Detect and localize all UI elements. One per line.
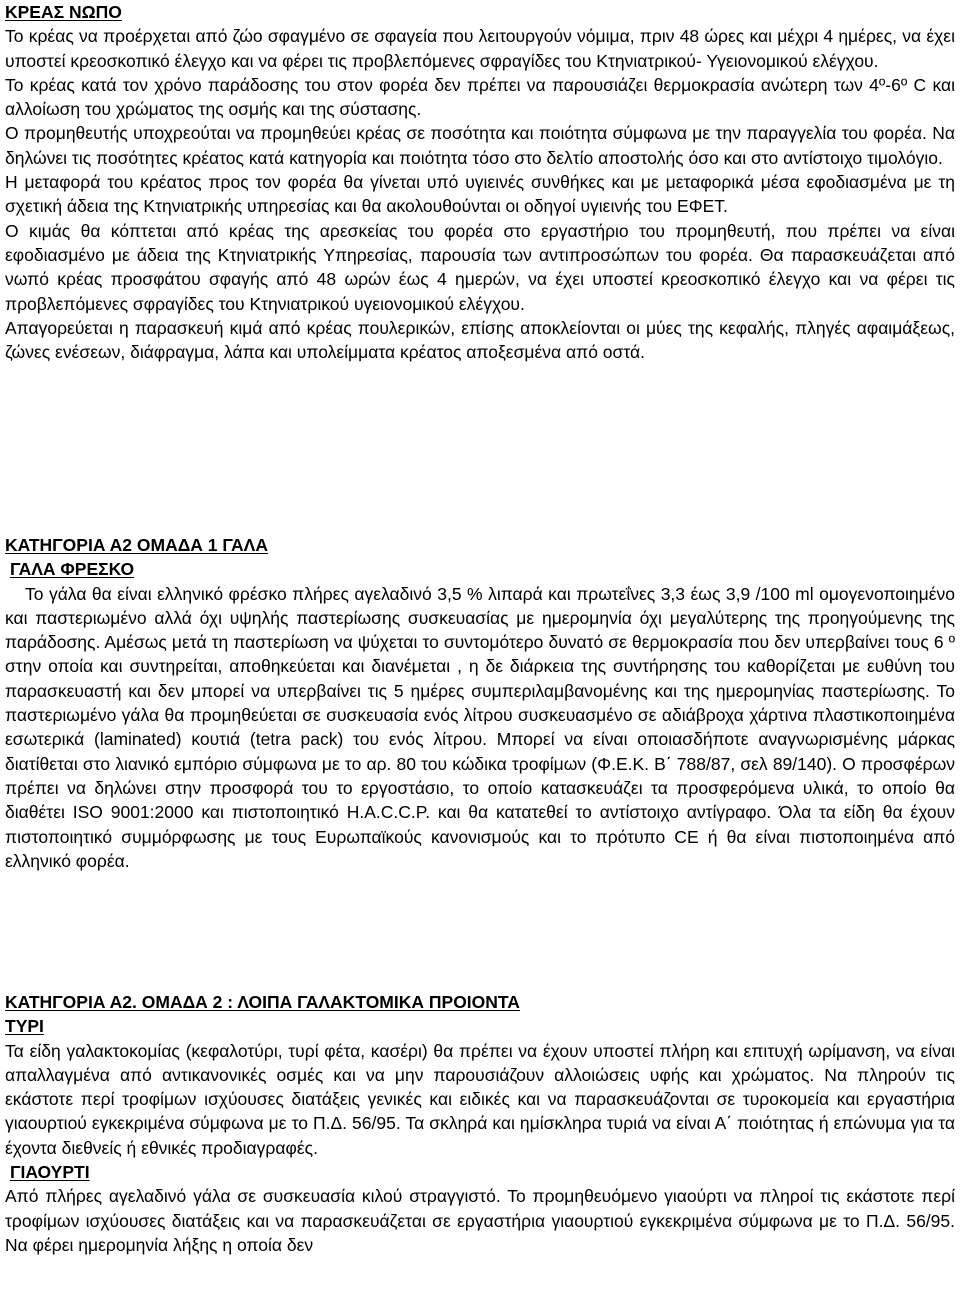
dairy-category-heading: ΚΑΤΗΓΟΡΙΑ Α2. ΟΜΑΔΑ 2 : ΛΟΙΠΑ ΓΑΛΑΚΤΟΜΙΚΑ ΠΡΟΙΟΝΤΑ: [5, 992, 520, 1012]
yogurt-title: ΓΙΑΟΥΡΤΙ: [10, 1162, 90, 1183]
milk-paragraph: Το γάλα θα είναι ελληνικό φρέσκο πλήρες αγελαδινό 3,5 % λιπαρά και πρωτεΐνες 3,3 έως 3,9 /100 ml ομογενοποιημένο και παστεριωμένο αλλά όχι υψηλής παστερίωσης συσκευασίας με ημερομηνία όχι μεγαλύτερης της προηγούμενης της παράδοσης. Αμέσως μετά τη παστερίωση να ψύχεται το συντομότερο δυνατό σε θερμοκρασία που δεν υπερβαίνει τους 6 º στην οποία και συντηρείται, αποθηκεύεται και διανέμεται , η δε διάρκεια της συντήρησης του καθορίζεται με ευθύνη του παρασκευαστή και δεν μπορεί να υπερβαίνει τις 5 ημέρες συμπεριλαμβανομένης και της ημερομηνίας παστερίωσης. Το παστεριωμένο γάλα θα προμηθεύεται σε συσκευασία ενός λίτρου συσκευασμένο σε αδιάβροχα χάρτινα πλαστικοποιημένα εσωτερικά (laminated) κουτιά (tetra pack) του ενός λίτρου. Μπορεί να είναι οποιασδήποτε αναγνωρισμένης μάρκας διατίθεται στο λιανικό εμπόριο σύμφωνα με το αρ. 80 του κώδικα τροφίμων (Φ.Ε.Κ. Β΄ 788/87, σελ 89/140). Ο προσφέρων πρέπει να δηλώνει στην προσφορά του το εργοστάσιο, το οποίο κατασκευάζει τα προσφερόμενα υλικά, το οποίο θα διαθέτει ISO 9001:2000 και πιστοποιητικό H.A.C.C.P. και θα κατατεθεί το αντίστοιχο αντίγραφο. Όλα τα είδη θα έχουν πιστοποιητικό συμμόρφωσης με τους Ευρωπαϊκούς κανονισμούς και το πρότυπο CE ή θα είναι πιστοποιημένα από ελληνικό φορέα.: [5, 583, 955, 871]
meat-paragraph-4: Η μεταφορά του κρέατος προς τον φορέα θα γίνεται υπό υγιεινές συνθήκες και με μεταφορικά μέσα εφοδιασμένα με τη σχετική άδεια της Κτηνιατρικής υπηρεσίας και θα ακολουθούνται οι οδηγοί υγιεινής του ΕΦΕΤ.: [5, 172, 955, 217]
meat-paragraph-1: Το κρέας να προέρχεται από ζώο σφαγμένο σε σφαγεία που λειτουργούν νόμιμα, πριν 48 ώρες και μέχρι 4 ημέρες, να έχει υποστεί κρεοσκοπικό έλεγχο και να φέρει τις προβλεπόμενες σφραγίδες του Κτηνιατρικού- Υγειονομικού ελέγχου.: [5, 26, 955, 71]
meat-section: [5, 0, 955, 364]
yogurt-paragraph: Από πλήρες αγελαδινό γάλα σε συσκευασία κιλού στραγγιστό. Το προμηθευόμενο γιαούρτι να πληροί τις εκάστοτε περί τροφίμων ισχύουσες διατάξεις και να παρασκευάζεται σε εργαστήρια γιαουρτιού εγκεκριμένα σύμφωνα με το Π.Δ. 56/95. Να φέρει ημερομηνία λήξης η οποία δεν: [5, 1186, 955, 1255]
meat-paragraph-5: Ο κιμάς θα κόπτεται από κρέας της αρεσκείας του φορέα στο εργαστήριο του προμηθευτή, που πρέπει να είναι εφοδιασμένο με άδεια της Κτηνιατρικής Υπηρεσίας, παρουσία των αντιπροσώπων του φορέα. Θα παρασκευάζεται από νωπό κρέας προσφάτου σφαγής από 48 ωρών έως 4 ημερών, να έχει υποστεί κρεοσκοπικό έλεγχο και να φέρει τις προβλεπόμενες σφραγίδες του Κτηνιατρικού υγειονομικού ελέγχου.: [5, 220, 955, 314]
milk-category-heading: ΚΑΤΗΓΟΡΙΑ Α2 ΟΜΑΔΑ 1 ΓΑΛΑ: [5, 535, 268, 555]
cheese-title: ΤΥΡΙ: [5, 1016, 44, 1037]
meat-paragraph-2: Το κρέας κατά τον χρόνο παράδοσης του στον φορέα δεν πρέπει να παρουσιάζει θερμοκρασία ανώτερη των 4º-6º C και αλλοίωση του χρώματος της οσμής και της σύστασης.: [5, 74, 955, 120]
milk-section: [5, 533, 955, 873]
meat-paragraph-3: Ο προμηθευτής υποχρεούται να προμηθεύει κρέας σε ποσότητα και ποιότητα σύμφωνα με την παραγγελία του φορέα. Να δηλώνει τις ποσότητες κρέατος κατά κατηγορία και ποιότητα τόσο στο δελτίο αποστολής όσο και στο αντίστοιχο τιμολόγιο.: [5, 123, 955, 168]
meat-title: ΚΡΕΑΣ ΝΩΠΟ: [5, 2, 122, 22]
milk-subtitle: ΓΑΛΑ ΦΡΕΣΚΟ: [10, 559, 135, 580]
meat-paragraph-6: Απαγορεύεται η παρασκευή κιμά από κρέας πουλερικών, επίσης αποκλείονται οι μύες της κεφαλής, πληγές αφαιμάξεως, ζώνες ενέσεων, διάφραγμα, λάπα και υπολείμματα κρέατος αποξεσμένα από οστά.: [5, 317, 955, 363]
cheese-paragraph: Τα είδη γαλακτοκομίας (κεφαλοτύρι, τυρί φέτα, κασέρι) θα πρέπει να έχουν υποστεί πλήρη και επιτυχή ωρίμανση, να είναι απαλλαγμένα από αντικανονικές οσμές και να μην παρουσιάζουν αλλοιώσεις υφής και χρώματος. Να πληρούν τις εκάστοτε περί τροφίμων ισχύουσες διατάξεις γενικές και ειδικές και να παρασκευάζονται σε τυροκομεία και εργαστήρια γιαουρτιού εγκεκριμένα σύμφωνα με το Π.Δ. 56/95. Τα σκληρά και ημίσκληρα τυριά να είναι Α΄ ποιότητας ή επώνυμα για τα έχοντα διεθνείς ή εθνικές προδιαγραφές.: [5, 1040, 955, 1158]
dairy-section: [5, 990, 955, 1257]
